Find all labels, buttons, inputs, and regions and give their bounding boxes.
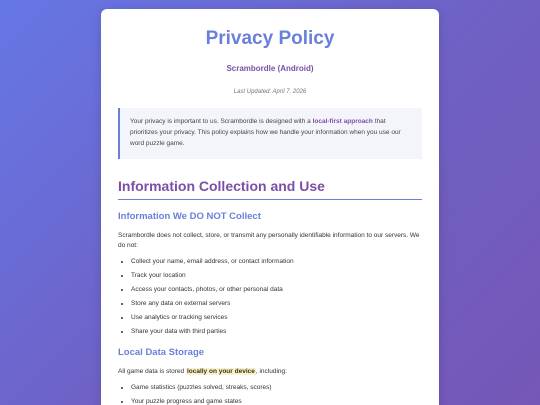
page-title: Privacy Policy [205, 28, 335, 49]
list-item: • Share your data with third parties [131, 327, 422, 336]
intro-box [118, 108, 422, 159]
subheading-not-collect: Information We DO NOT Collect [118, 211, 261, 222]
local-storage-highlight: locally on your device [186, 368, 255, 375]
list-item: • Your puzzle progress and game states [131, 397, 422, 405]
list-item: • Access your contacts, photos, or other personal data [131, 285, 422, 294]
list-item: • Track your location [131, 271, 422, 280]
not-collect-list [118, 257, 422, 336]
app-subtitle: Scrambordle (Android) [226, 64, 314, 73]
intro-highlight: local-first approach [312, 118, 373, 125]
list-item: • Store any data on external servers [131, 299, 422, 308]
local-storage-text-before: All game data is stored [118, 368, 186, 375]
local-storage-paragraph [118, 367, 422, 377]
not-collect-paragraph: Scrambordle does not collect, store, or transmit any personally identifiable information to our servers. We do not: [118, 232, 420, 249]
subheading-local-storage: Local Data Storage [118, 347, 205, 358]
local-storage-text-after: , including: [255, 368, 287, 375]
policy-card [101, 9, 439, 405]
list-item: • Collect your name, email address, or contact information [131, 257, 422, 266]
section-heading-information-collection: Information Collection and Use [118, 178, 422, 200]
intro-text-after: that prioritizes your privacy. This policy explains how we handle your information when you use our word puzzle game. [130, 118, 401, 147]
list-item: • Use analytics or tracking services [131, 313, 422, 322]
list-item: • Game statistics (puzzles solved, streaks, scores) [131, 383, 422, 392]
last-updated: Last Updated: April 7, 2026 [233, 89, 307, 95]
intro-text-before: Your privacy is important to us. Scrambordle is designed with a [130, 118, 313, 125]
local-storage-list [118, 383, 422, 405]
